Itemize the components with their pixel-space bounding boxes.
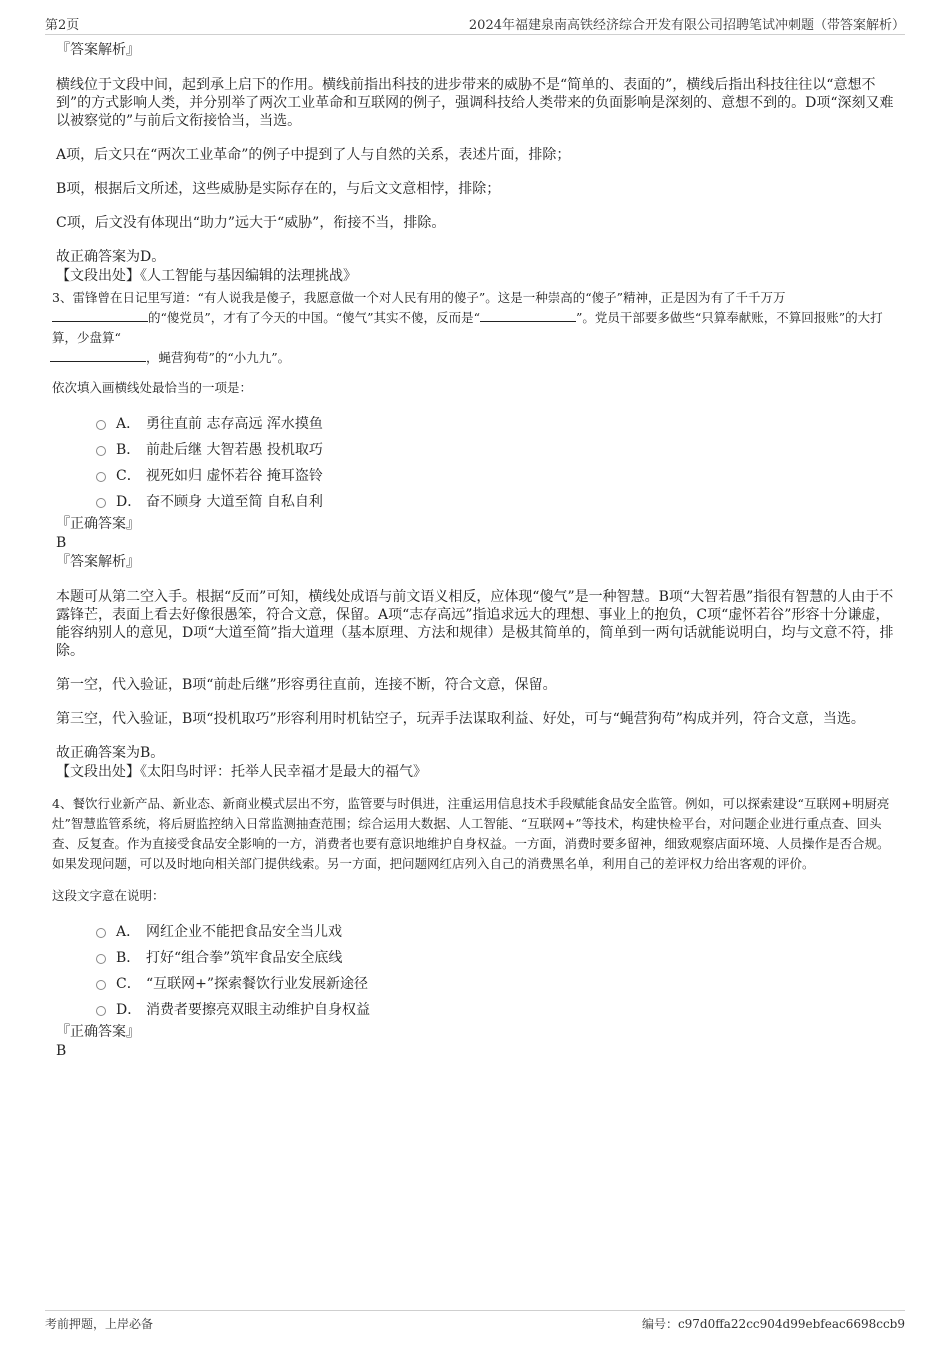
q3-prompt: 依次填入画横线处最恰当的一项是： [52,380,253,395]
q4-prompt: 这段文字意在说明： [52,888,165,903]
radio-icon[interactable] [96,446,106,456]
q2-conclusion: 故正确答案为D。 [56,249,166,265]
document-title: 2024年福建泉南高铁经济综合开发有限公司招聘笔试冲刺题（带答案解析） [468,18,905,33]
q3-option-b[interactable]: B． 前赴后继 大智若愚 投机取巧 [96,436,896,462]
q4-correct-label: 『正确答案』 [56,1024,140,1040]
q3-blank-2 [480,309,576,322]
q2-analysis-label: 『答案解析』 [56,42,140,58]
q2-analysis-option-b: B项，根据后文所述，这些威胁是实际存在的，与后文文意相悖，排除； [56,181,501,197]
q2-analysis-option-a: A项，后文只在“两次工业革命”的例子中提到了人与自然的关系，表述片面，排除； [56,147,571,163]
q4-options [96,918,896,1022]
q4-option-c[interactable]: C． “互联网+”探索餐饮行业发展新途径 [96,970,896,996]
q3-stem: 3、雷锋曾在日记里写道：“有人说我是傻子，我愿意做一个对人民有用的傻子”。这是一种崇高的“傻子”精神，正是因为有了千千万万 的“傻党员”，才有了今天的中国。“傻气”其实不傻，反而是“ ”。党员干部要多做些“只算奉献账，不算回报账”的大打算，少盘算“ ，蝇营狗苟”的“小九九”。 [52,290,883,365]
radio-icon[interactable] [96,420,106,430]
q4-correct-answer: B [56,1043,67,1059]
page-header [45,14,905,35]
q3-option-d[interactable]: D． 奋不顾身 大道至简 自私自利 [96,488,896,514]
q3-correct-answer: B [56,535,67,551]
radio-icon[interactable] [96,1006,106,1016]
footer-slogan: 考前押题，上岸必备 [45,1317,154,1331]
q4-option-b[interactable]: B． 打好“组合拳”筑牢食品安全底线 [96,944,896,970]
radio-icon[interactable] [96,954,106,964]
q3-source: 【文段出处】《太阳鸟时评：托举人民幸福才是最大的福气》 [56,764,427,780]
q3-options [96,410,896,514]
q3-option-a[interactable]: A． 勇往直前 志存高远 浑水摸鱼 [96,410,896,436]
q3-blank-3 [50,349,146,362]
q3-analysis-paragraph-2: 第一空，代入验证，B项“前赴后继”形容勇往直前，连接不断，符合文意，保留。 [56,677,557,693]
q3-analysis-label: 『答案解析』 [56,554,140,570]
q4-stem: 4、餐饮行业新产品、新业态、新商业模式层出不穷，监管要与时俱进，注重运用信息技术手段赋能食品安全监管。例如，可以探索建设“互联网+明厨亮灶”智慧监管系统，将后厨监控纳入日常监测抽查范围；综合运用大数据、人工智能、“互联网+”等技术，构建快检平台，对问题企业进行重点查、回头查、反复查。作为直接受食品安全影响的一方，消费者也要有意识地维护自身权益。一方面，消费时要多留神，细致观察店面环境、人员操作是否合规。如果发现问题，可以及时地向相关部门提供线索。另一方面，把问题网红店列入自己的消费黑名单，利用自己的差评权力给出客观的评价。 [52,796,890,871]
page-number: 第2页 [45,18,80,33]
q3-analysis-paragraph-1: 本题可从第二空入手。根据“反而”可知，横线处成语与前文语义相反，应体现“傻气”是一种智慧。B项“大智若愚”指很有智慧的人由于不露锋芒，表面上看去好像很愚笨，符合文意，保留。A项“志存高远”指追求远大的理想、事业上的抱负，C项“虚怀若谷”形容十分谦虚，能容纳别人的意见，D项“大道至简”指大道理（基本原理、方法和规律）是极其简单的，简单到一两句话就能说明白，均与文意不符，排除。 [56,589,894,659]
q2-analysis-paragraph: 横线位于文段中间，起到承上启下的作用。横线前指出科技的进步带来的威胁不是“简单的、表面的”，横线后指出科技往往以“意想不到”的方式影响人类，并分别举了两次工业革命和互联网的例子，强调科技给人类带来的负面影响是深刻的、意想不到的。D项“深刻又难以被察觉的”与前后文衔接恰当，当选。 [56,77,894,129]
q4-option-a[interactable]: A． 网红企业不能把食品安全当儿戏 [96,918,896,944]
q4-option-d[interactable]: D． 消费者要擦亮双眼主动维护自身权益 [96,996,896,1022]
q3-analysis-paragraph-3: 第三空，代入验证，B项“投机取巧”形容利用时机钻空子，玩弄手法谋取利益、好处，可与“蝇营狗苟”构成并列，符合文意，当选。 [56,711,865,727]
q3-correct-label: 『正确答案』 [56,516,140,532]
q3-conclusion: 故正确答案为B。 [56,745,165,761]
page-footer [45,1310,905,1335]
radio-icon[interactable] [96,472,106,482]
q3-blank-1 [52,309,148,322]
radio-icon[interactable] [96,928,106,938]
document-id: 编号：c97d0ffa22cc904d99ebfeac6698ccb9 [641,1317,905,1331]
radio-icon[interactable] [96,980,106,990]
q2-source: 【文段出处】《人工智能与基因编辑的法理挑战》 [56,268,357,284]
q3-option-c[interactable]: C． 视死如归 虚怀若谷 掩耳盗铃 [96,462,896,488]
radio-icon[interactable] [96,498,106,508]
q2-analysis-option-c: C项，后文没有体现出“助力”远大于“威胁”，衔接不当，排除。 [56,215,446,231]
page-content [52,40,896,1060]
